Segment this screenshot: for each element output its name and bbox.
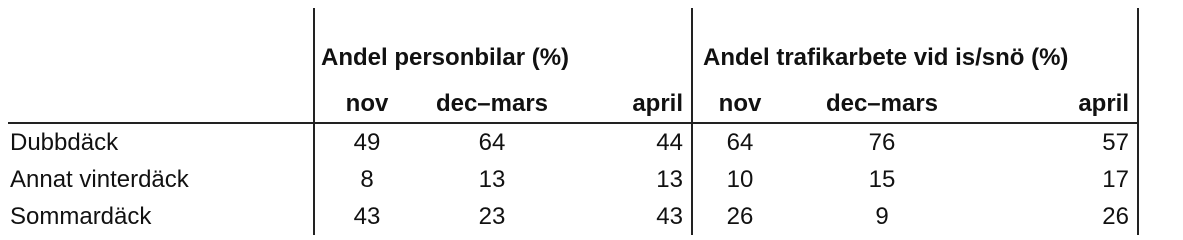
table-cell: 13 xyxy=(656,165,683,193)
table-cell: 43 xyxy=(314,198,419,235)
table-row xyxy=(8,161,1138,198)
table-cell: 76 xyxy=(868,128,896,156)
table-cell: 49 xyxy=(314,123,419,161)
table-cell: 17 xyxy=(977,161,1138,198)
table-cell: 43 xyxy=(656,202,683,230)
table-cell: 23 xyxy=(478,202,506,230)
table-cell: 64 xyxy=(692,123,787,161)
table-cell: 9 xyxy=(875,202,889,230)
corner-cell-sub xyxy=(8,78,314,123)
group-header-trafikarbete: Andel trafikarbete vid is/snö (%) xyxy=(692,8,1138,78)
sub-header-decmars-a: dec–mars xyxy=(435,90,549,117)
sub-header-decmars-b: dec–mars xyxy=(825,90,939,117)
sub-header-nov-a: nov xyxy=(314,78,419,123)
group-header-row xyxy=(8,8,1138,78)
table-cell: 57 xyxy=(977,123,1138,161)
table-row xyxy=(8,123,1138,161)
sub-header-april-a: april xyxy=(632,90,683,117)
sub-header-nov-b: nov xyxy=(692,78,787,123)
table-cell: 8 xyxy=(314,161,419,198)
tire-statistics-table xyxy=(8,8,1139,235)
group-header-personbilar: Andel personbilar (%) xyxy=(314,8,692,78)
sub-header-row xyxy=(8,78,1138,123)
table-cell: 13 xyxy=(478,165,506,193)
row-label: Sommardäck xyxy=(10,202,152,230)
table-cell: 10 xyxy=(692,161,787,198)
table-cell: 26 xyxy=(692,198,787,235)
sub-header-april-b: april xyxy=(977,78,1138,123)
table-cell: 64 xyxy=(478,128,506,156)
row-label: Dubbdäck xyxy=(10,128,119,156)
row-label: Annat vinterdäck xyxy=(10,165,189,193)
table-row xyxy=(8,198,1138,235)
table-cell: 44 xyxy=(656,128,683,156)
table-cell: 15 xyxy=(868,165,896,193)
corner-cell xyxy=(8,8,314,78)
table-cell: 26 xyxy=(977,198,1138,235)
